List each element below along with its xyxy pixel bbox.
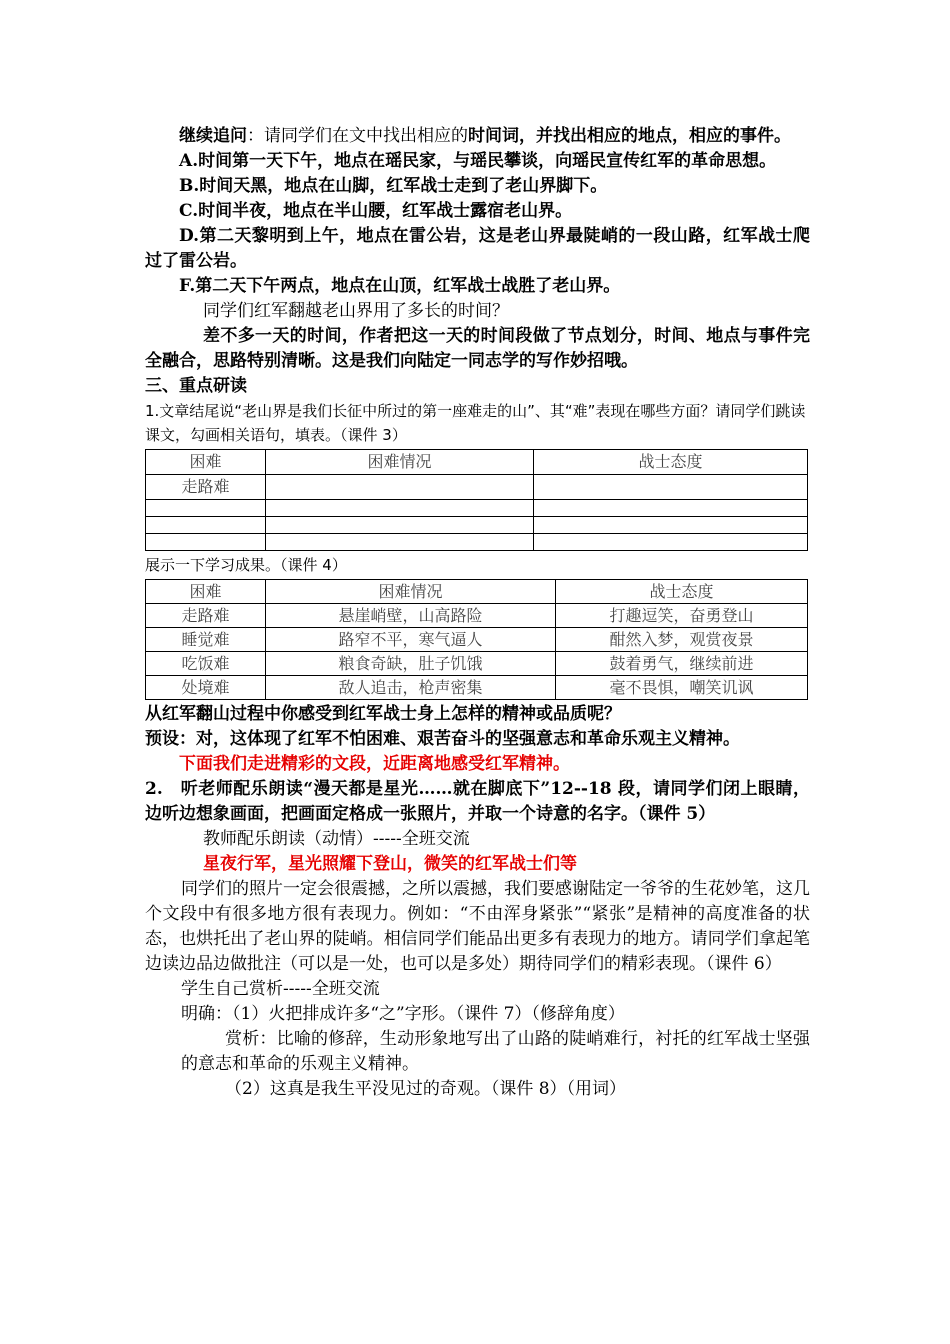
- table-cell: [266, 517, 534, 534]
- header-cell: 困难: [146, 580, 266, 604]
- table-cell: 路窄不平，寒气逼人: [266, 628, 556, 652]
- task-2: 2. 听老师配乐朗读“漫天都是星光……就在脚底下”12--18 段，请同学们闭上眼睛，边听边想象画面，把画面定格成一张照片，并取一个诗意的名字。（课件 5）: [145, 779, 810, 824]
- question-1: 1.文章结尾说“老山界是我们长征中所过的第一座难走的山”、其“难”表现在哪些方面？请同学们跳读课文，勾画相关语句，填表。（课件 3）: [145, 402, 806, 444]
- table-row: [146, 604, 808, 628]
- results-table: [145, 579, 808, 700]
- header-cell: 困难情况: [266, 580, 556, 604]
- follow-up-question: [145, 124, 810, 149]
- follow-up-bold-text: 时间词，并找出相应的地点，相应的事件。: [468, 126, 791, 146]
- table-cell: [146, 534, 266, 551]
- teacher-reading: 教师配乐朗读（动情）-----全班交流: [203, 829, 470, 849]
- time-question: 同学们红军翻越老山界用了多长的时间？: [203, 301, 509, 321]
- header-cell: 困难情况: [266, 450, 534, 475]
- table-cell: 打趣逗笑，奋勇登山: [556, 604, 808, 628]
- results-table-header: [146, 580, 808, 604]
- appreciation-text: 赏析：比喻的修辞，生动形象地写出了山路的陡峭难行，衬托的红军战士坚强的意志和革命的乐观主义精神。: [181, 1029, 810, 1074]
- table-cell: 悬崖峭壁，山高路险: [266, 604, 556, 628]
- table-cell: 走路难: [146, 604, 266, 628]
- table-row: [146, 517, 808, 534]
- table-cell: 处境难: [146, 676, 266, 700]
- table-cell: [146, 517, 266, 534]
- item-a: A.时间第一天下午，地点在瑶民家，与瑶民攀谈，向瑶民宣传红军的革命思想。: [179, 151, 777, 171]
- item-b: B.时间天黑，地点在山脚，红军战士走到了老山界脚下。: [179, 176, 608, 196]
- blank-table: [145, 449, 808, 551]
- clarify-2: （2）这真是我生平没见过的奇观。（课件 8）（用词）: [225, 1079, 627, 1099]
- table-cell: [534, 534, 808, 551]
- time-answer: 差不多一天的时间，作者把这一天的时间段做了节点划分，时间、地点与事件完全融合，思路特别清晰。这是我们向陆定一同志学的写作妙招哦。: [145, 326, 810, 371]
- photo-name-answer: 星夜行军，星光照耀下登山，微笑的红军战士们等: [203, 854, 577, 874]
- table-cell: [534, 517, 808, 534]
- table-cell: [534, 500, 808, 517]
- table-cell: 鼓着勇气，继续前进: [556, 652, 808, 676]
- student-appreciation: 学生自己赏析-----全班交流: [181, 979, 380, 999]
- table-row: [146, 676, 808, 700]
- item-f: F.第二天下午两点，地点在山顶，红军战士战胜了老山界。: [179, 276, 621, 296]
- table-row: [146, 500, 808, 517]
- table-cell: 敌人追击，枪声密集: [266, 676, 556, 700]
- clarify-1: 明确：（1）火把排成许多“之”字形。（课件 7）（修辞角度）: [181, 1004, 625, 1024]
- header-cell: 战士态度: [556, 580, 808, 604]
- table-cell: 毫不畏惧，嘲笑讥讽: [556, 676, 808, 700]
- table-row: [146, 652, 808, 676]
- table-row: [146, 534, 808, 551]
- preset-label: 预设：对，: [145, 729, 230, 749]
- photo-paragraph: 同学们的照片一定会很震撼，之所以震撼，我们要感谢陆定一爷爷的生花妙笔，这几个文段中有很多地方很有表现力。例如：“不由浑身紧张”“紧张”是精神的高度准备的状态，也烘托出了老山界的陡峭。相信同学们能品出更多有表现力的地方。请同学们拿起笔边读边品边做批注（可以是一处，也可以是多处）期待同学们的精彩表现。（课件 6）: [145, 879, 810, 974]
- section-heading: 三、重点研读: [145, 376, 247, 396]
- preset-answer: [145, 727, 810, 752]
- table-cell: [146, 500, 266, 517]
- header-cell: 困难: [146, 450, 266, 475]
- transition-line: 下面我们走进精彩的文段，近距离地感受红军精神。: [179, 754, 570, 774]
- show-results-caption: 展示一下学习成果。（课件 4）: [145, 556, 347, 574]
- table-cell: [266, 534, 534, 551]
- follow-up-text: ：请同学们在文中找出相应的: [247, 126, 468, 146]
- blank-table-header: [146, 450, 808, 475]
- item-d: D.第二天黎明到上午，地点在雷公岩，这是老山界最陡峭的一段山路，红军战士爬过了雷公岩。: [145, 226, 810, 271]
- header-cell: 战士态度: [534, 450, 808, 475]
- table-cell: [266, 500, 534, 517]
- table-cell: [534, 475, 808, 500]
- table-cell: 走路难: [146, 475, 266, 500]
- table-cell: 吃饭难: [146, 652, 266, 676]
- table-row: [146, 628, 808, 652]
- table-cell: 睡觉难: [146, 628, 266, 652]
- table-cell: [266, 475, 534, 500]
- spirit-question: 从红军翻山过程中你感受到红军战士身上怎样的精神或品质呢？: [145, 704, 621, 724]
- item-c: C.时间半夜，地点在半山腰，红军战士露宿老山界。: [179, 201, 573, 221]
- table-row: [146, 475, 808, 500]
- follow-up-label: 继续追问: [179, 126, 247, 146]
- table-cell: 粮食奇缺，肚子饥饿: [266, 652, 556, 676]
- preset-text: 这体现了红军不怕困难、艰苦奋斗的坚强意志和革命乐观主义精神。: [230, 729, 740, 749]
- document-page: [145, 124, 810, 1102]
- table-cell: 酣然入梦，观赏夜景: [556, 628, 808, 652]
